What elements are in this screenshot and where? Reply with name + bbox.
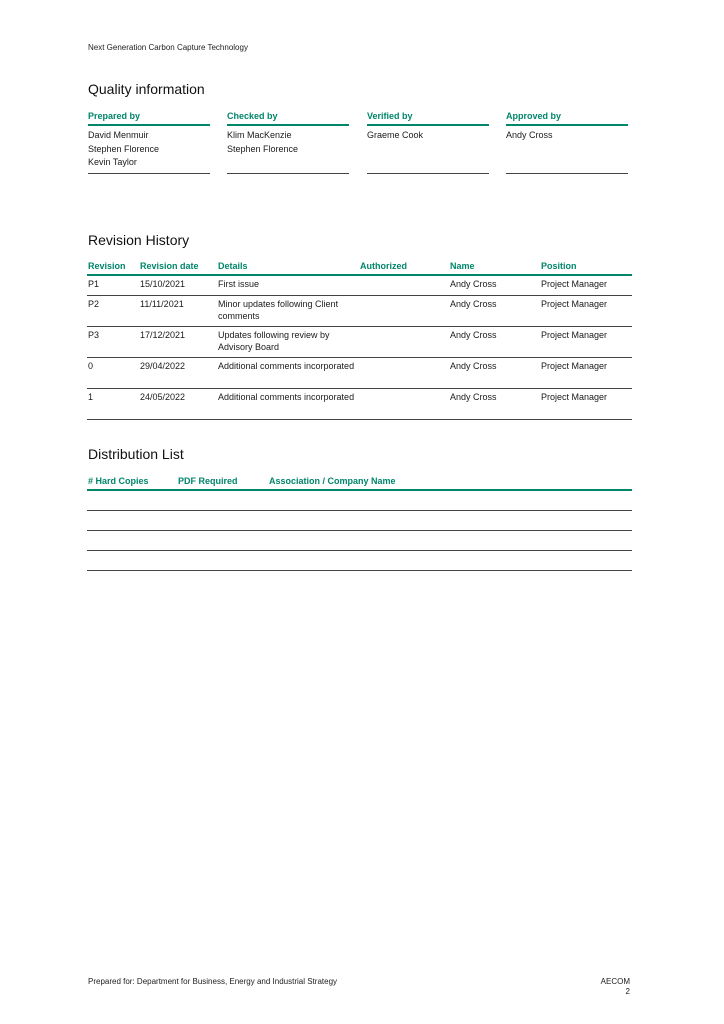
distribution-list-table xyxy=(87,473,632,571)
verified-by-name: Graeme Cook xyxy=(367,130,424,140)
distribution-row xyxy=(87,491,632,511)
table-row xyxy=(87,389,632,420)
approved-by-column xyxy=(506,108,628,172)
cell-name: Andy Cross xyxy=(450,392,497,402)
distribution-row xyxy=(87,511,632,531)
cell-details: First issue xyxy=(218,279,260,289)
revision-table-header xyxy=(87,258,632,276)
cell-position: Project Manager xyxy=(541,330,608,340)
cell-revision: 1 xyxy=(88,392,94,402)
header-details: Details xyxy=(218,261,248,271)
cell-date: 17/12/2021 xyxy=(140,330,186,340)
cell-details: Minor updates following Client comments xyxy=(218,299,339,321)
footer-prepared-for: Prepared for: Department for Business, Energy and Industrial Strategy xyxy=(88,977,338,986)
cell-name: Andy Cross xyxy=(450,299,497,309)
header-pdf-required: PDF Required xyxy=(178,476,238,486)
header-name: Name xyxy=(450,261,475,271)
table-row xyxy=(87,327,632,358)
footer-company: AECOM xyxy=(600,977,630,986)
prepared-by-name: David Menmuir xyxy=(88,130,149,140)
checked-by-heading: Checked by xyxy=(227,108,349,126)
distribution-list-title: Distribution List xyxy=(88,446,184,462)
prepared-by-column xyxy=(88,108,210,172)
page-number: 2 xyxy=(625,987,630,996)
cell-name: Andy Cross xyxy=(450,330,497,340)
revision-history-title: Revision History xyxy=(88,232,190,248)
footer-right-block xyxy=(601,977,630,997)
cell-name: Andy Cross xyxy=(450,361,497,371)
cell-revision: 0 xyxy=(88,361,94,371)
revision-history-table xyxy=(87,258,632,420)
cell-details: Updates following review by Advisory Board xyxy=(218,330,330,352)
checked-by-column xyxy=(227,108,349,172)
running-header: Next Generation Carbon Capture Technology xyxy=(88,43,248,52)
header-association: Association / Company Name xyxy=(269,476,396,486)
cell-position: Project Manager xyxy=(541,361,608,371)
header-authorized: Authorized xyxy=(360,261,407,271)
checked-by-name: Klim MacKenzie xyxy=(227,130,292,140)
cell-revision: P1 xyxy=(88,279,100,289)
header-position: Position xyxy=(541,261,577,271)
cell-position: Project Manager xyxy=(541,279,608,289)
header-revision-date: Revision date xyxy=(140,261,199,271)
table-row xyxy=(87,358,632,389)
cell-position: Project Manager xyxy=(541,299,608,309)
verified-by-heading: Verified by xyxy=(367,108,489,126)
quality-information-title: Quality information xyxy=(88,81,205,97)
cell-revision: P3 xyxy=(88,330,100,340)
quality-information-block xyxy=(88,108,628,174)
prepared-by-heading: Prepared by xyxy=(88,108,210,126)
verified-by-column xyxy=(367,108,489,172)
approved-by-name: Andy Cross xyxy=(506,130,553,140)
cell-name: Andy Cross xyxy=(450,279,497,289)
cell-position: Project Manager xyxy=(541,392,608,402)
cell-revision: P2 xyxy=(88,299,100,309)
cell-date: 11/11/2021 xyxy=(140,299,184,309)
prepared-by-name: Kevin Taylor xyxy=(88,157,137,167)
distribution-row xyxy=(87,531,632,551)
distribution-row xyxy=(87,551,632,571)
approved-by-heading: Approved by xyxy=(506,108,628,126)
checked-by-name: Stephen Florence xyxy=(227,143,299,154)
distribution-table-header xyxy=(87,473,632,491)
cell-details: Additional comments incorporated xyxy=(218,361,355,371)
cell-date: 29/04/2022 xyxy=(140,361,186,371)
table-row xyxy=(87,296,632,327)
header-revision: Revision xyxy=(88,261,126,271)
cell-details: Additional comments incorporated xyxy=(218,392,355,402)
cell-date: 15/10/2021 xyxy=(140,279,186,289)
prepared-by-name: Stephen Florence xyxy=(88,143,160,154)
table-row xyxy=(87,276,632,296)
header-hard-copies: # Hard Copies xyxy=(88,476,149,486)
cell-date: 24/05/2022 xyxy=(140,392,186,402)
